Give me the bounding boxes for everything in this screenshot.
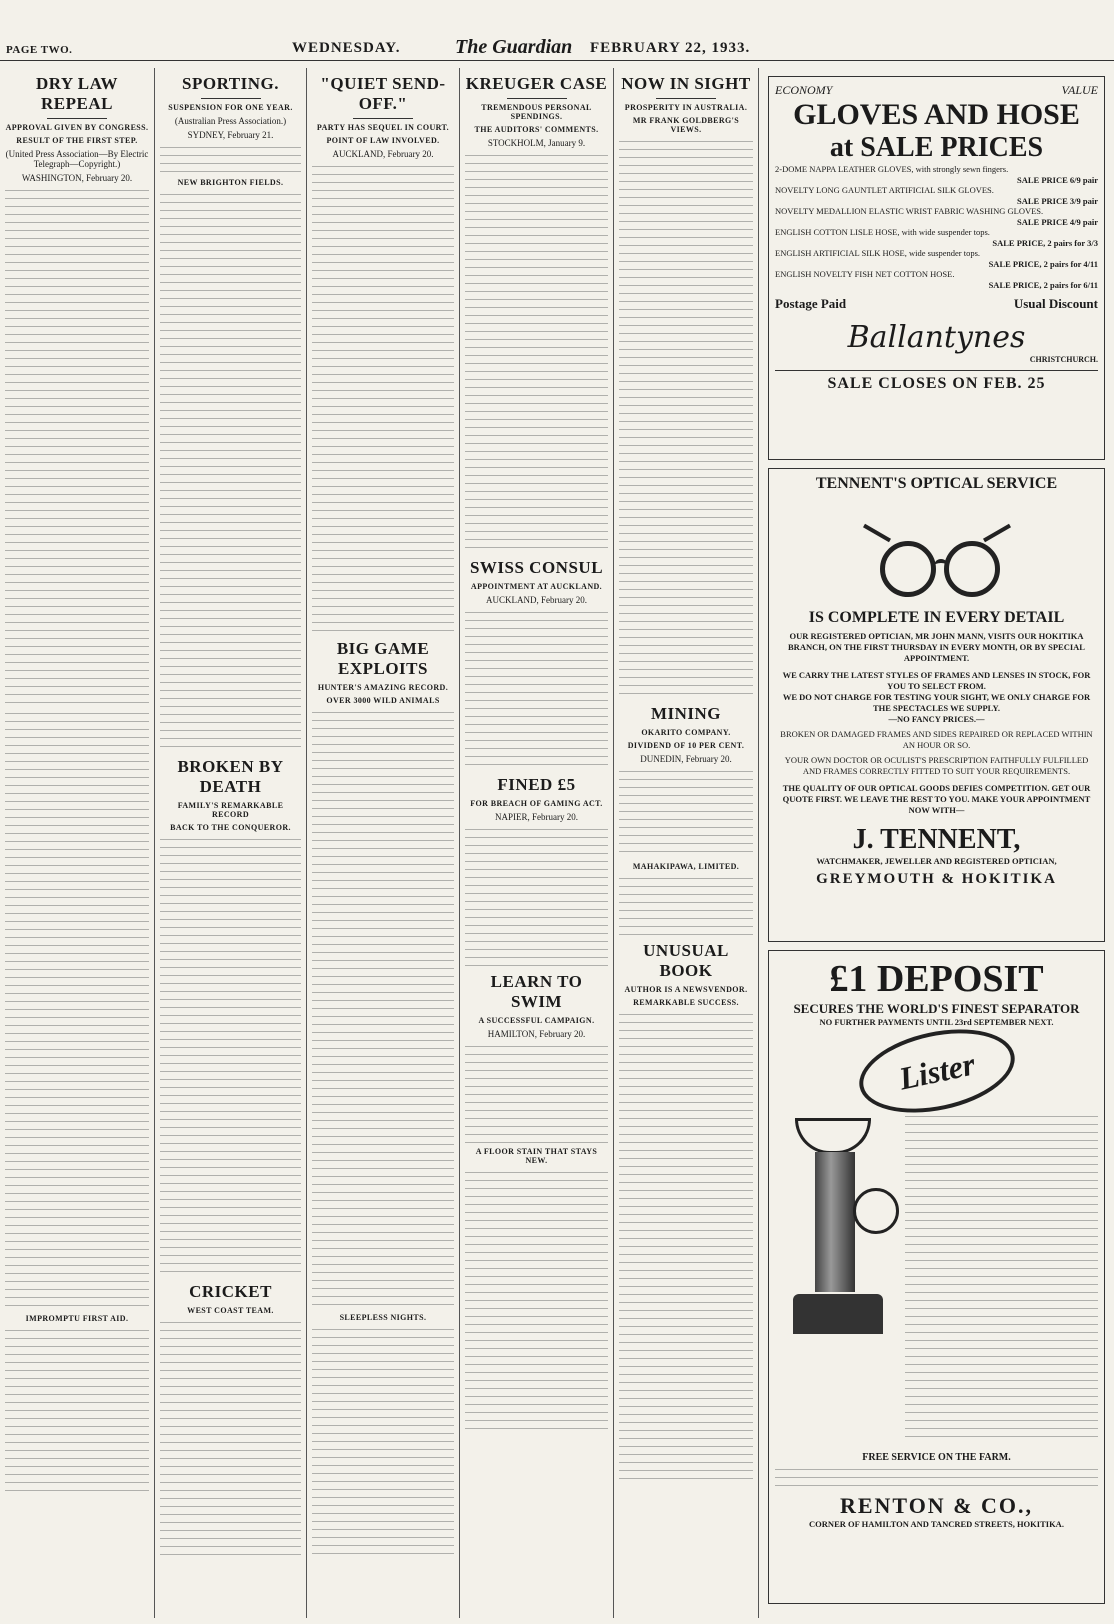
subhead: REMARKABLE SUCCESS. (633, 998, 739, 1007)
ad-lister-separator (768, 950, 1105, 1604)
dateline: HAMILTON, February 20. (487, 1029, 586, 1039)
ad-subhead: NO FURTHER PAYMENTS UNTIL 23rd SEPTEMBER NEXT. (819, 1017, 1054, 1027)
ad-title: TENNENT'S OPTICAL SERVICE (815, 475, 1058, 492)
ad-headline: IS COMPLETE IN EVERY DETAIL (808, 609, 1065, 626)
dateline: AUCKLAND, February 20. (332, 149, 434, 159)
divider (201, 98, 261, 99)
headline-broken-by-death: BROKEN BY DEATH (177, 757, 284, 796)
ad-item-price: SALE PRICE 4/9 pair (1017, 217, 1098, 227)
ad-firm: RENTON & CO., (839, 1493, 1034, 1518)
ad-item-price: SALE PRICE, 2 pairs for 6/11 (988, 280, 1098, 290)
spectacles-icon (862, 501, 1012, 601)
subhead: RESULT OF THE FIRST STEP. (16, 136, 138, 145)
subhead: MR FRANK GOLDBERG'S VIEWS. (632, 116, 740, 134)
subhead: PROSPERITY IN AUSTRALIA. (624, 103, 748, 112)
subhead: A SUCCESSFUL CAMPAIGN. (478, 1016, 595, 1025)
ad-subhead: SECURES THE WORLD'S FINEST SEPARATOR (793, 1001, 1080, 1016)
date: FEBRUARY 22, 1933. (590, 40, 751, 56)
body-text (160, 1319, 301, 1559)
column-2 (155, 68, 307, 1618)
subhead: OKARITO COMPANY. (641, 728, 731, 737)
ad-line: BROKEN OR DAMAGED FRAMES AND SIDES REPAIRED OR REPLACED WITHIN AN HOUR OR SO. (780, 729, 1093, 750)
body-text (619, 875, 753, 935)
headline-mining: MINING (650, 704, 722, 723)
body-text (619, 138, 753, 698)
subhead: POINT OF LAW INVOLVED. (326, 136, 440, 145)
ad-item: ENGLISH NOVELTY FISH NET COTTON HOSE. (775, 269, 955, 279)
ad-postage: Postage Paid (775, 296, 847, 311)
body-text (312, 709, 454, 1309)
headline-big-game-exploits: BIG GAME EXPLOITS (336, 639, 430, 678)
body-text (5, 187, 149, 707)
headline-kreuger-case: KREUGER CASE (465, 74, 608, 93)
column-3 (307, 68, 460, 1618)
body-text (160, 144, 301, 174)
ad-value: VALUE (1061, 83, 1098, 97)
divider (656, 98, 716, 99)
body-text (312, 1326, 454, 1556)
ad-item-price: SALE PRICE, 2 pairs for 4/11 (988, 259, 1098, 269)
subhead: DIVIDEND OF 10 PER CENT. (627, 741, 745, 750)
body-text (312, 163, 454, 633)
ad-item: 2-DOME NAPPA LEATHER GLOVES, with strongly sewn fingers. (775, 164, 1009, 174)
subhead: BACK TO THE CONQUEROR. (170, 823, 291, 832)
column-4 (460, 68, 614, 1618)
ad-item: NOVELTY MEDALLION ELASTIC WRIST FABRIC WASHING GLOVES. (775, 206, 1044, 216)
cream-separator-icon (785, 1118, 895, 1348)
subhead: FAMILY'S REMARKABLE RECORD (177, 801, 284, 819)
ad-address: CORNER OF HAMILTON AND TANCRED STREETS, HOKITIKA. (809, 1519, 1064, 1529)
divider (353, 118, 413, 119)
ad-body-text (905, 1113, 1098, 1443)
ad-closing: SALE CLOSES ON FEB. 25 (775, 370, 1098, 393)
ad-economy: ECONOMY (775, 83, 833, 97)
subhead: PARTY HAS SEQUEL IN COURT. (316, 123, 450, 132)
ad-line: THE QUALITY OF OUR OPTICAL GOODS DEFIES COMPETITION. GET OUR QUOTE FIRST. WE LEAVE THE REST TO YOU. MAKE YOUR APPOINTMENT NOW WITH— (782, 783, 1091, 815)
column-5 (614, 68, 759, 1618)
ad-tennent-optical (768, 468, 1105, 942)
ad-line: WE CARRY THE LATEST STYLES OF FRAMES AND LENSES IN STOCK, FOR YOU TO SELECT FROM. (782, 670, 1091, 691)
divider (507, 98, 567, 99)
body-text (465, 826, 608, 966)
headline-unusual-book: UNUSUAL BOOK (643, 941, 729, 980)
headline-dry-law-repeal: DRY LAW REPEAL (35, 74, 119, 113)
subhead: MAHAKIPAWA, LIMITED. (632, 862, 740, 871)
day: WEDNESDAY. (292, 40, 401, 56)
ad-item-price: SALE PRICE, 2 pairs for 3/3 (992, 238, 1098, 248)
body-text (465, 1169, 608, 1429)
ad-item-price: SALE PRICE 3/9 pair (1017, 196, 1098, 206)
headline-now-in-sight: NOW IN SIGHT (621, 74, 751, 93)
ad-item: ENGLISH COTTON LISLE HOSE, with wide suspender tops. (775, 227, 990, 237)
ad-gloves-and-hose (768, 76, 1105, 460)
adverts-column (759, 68, 1114, 1618)
subhead: IMPROMPTU FIRST AID. (25, 1314, 129, 1323)
ad-item: NOVELTY LONG GAUNTLET ARTIFICIAL SILK GLOVES. (775, 185, 994, 195)
subhead: OVER 3000 WILD ANIMALS (326, 696, 440, 705)
body-text (619, 768, 753, 858)
newspaper-title: The Guardian (455, 36, 573, 58)
dateline: SYDNEY, February 21. (187, 130, 274, 140)
body-text (465, 1043, 608, 1143)
ad-line: —NO FANCY PRICES.— (888, 714, 985, 724)
subhead: TREMENDOUS PERSONAL SPENDINGS. (481, 103, 592, 121)
body-text (160, 836, 301, 1276)
subhead: HUNTER'S AMAZING RECORD. (317, 683, 449, 692)
ad-title: GLOVES AND HOSE (793, 98, 1080, 131)
credit: (Australian Press Association.) (174, 116, 287, 126)
ad-towns: GREYMOUTH & HOKITIKA (816, 871, 1057, 887)
column-1 (0, 68, 155, 1618)
ballantynes-signature: Ballantynes (847, 320, 1026, 355)
subhead: NEW BRIGHTON FIELDS. (177, 178, 284, 187)
headline-swiss-consul: SWISS CONSUL (469, 558, 604, 577)
ad-city: CHRISTCHURCH. (1029, 355, 1098, 364)
dateline: DUNEDIN, February 20. (640, 754, 732, 764)
ad-line: WE DO NOT CHARGE FOR TESTING YOUR SIGHT, WE ONLY CHARGE FOR THE SPECTACLES WE SUPPLY. (782, 692, 1091, 713)
subhead: APPOINTMENT AT AUCKLAND. (470, 582, 603, 591)
dateline: WASHINGTON, February 20. (21, 173, 133, 183)
subhead: SUSPENSION FOR ONE YEAR. (168, 103, 293, 112)
headline-quiet-send-off: "QUIET SEND-OFF." (320, 74, 446, 113)
credit: (United Press Association—By Electric Telegraph—Copyright.) (5, 149, 149, 169)
subhead: AUTHOR IS A NEWSVENDOR. (624, 985, 748, 994)
body-text (465, 152, 608, 552)
body-text (5, 1327, 149, 1497)
ad-item: ENGLISH ARTIFICIAL SILK HOSE, wide suspender tops. (775, 248, 981, 258)
ad-body-text (775, 1466, 1098, 1490)
ad-headline: £1 DEPOSIT (829, 958, 1044, 1000)
dateline: NAPIER, February 20. (495, 812, 578, 822)
ad-discount: Usual Discount (1013, 296, 1098, 311)
body-text (160, 191, 301, 751)
ad-name: J. TENNENT, (852, 824, 1021, 855)
page-number: PAGE TWO. (6, 44, 73, 56)
subhead: SLEEPLESS NIGHTS. (339, 1313, 427, 1322)
body-text (465, 609, 608, 769)
ad-subtitle: at SALE PRICES (829, 132, 1044, 163)
headline-cricket: CRICKET (189, 1282, 272, 1301)
body-text (5, 710, 149, 1310)
ad-items (775, 164, 1098, 290)
dateline: AUCKLAND, February 20. (486, 595, 587, 605)
lister-logo: Lister (851, 1016, 1022, 1125)
masthead (0, 0, 1114, 61)
ad-trade: WATCHMAKER, JEWELLER AND REGISTERED OPTICIAN, (816, 856, 1057, 866)
headline-fined: FINED £5 (497, 775, 576, 794)
subhead: FOR BREACH OF GAMING ACT. (470, 799, 603, 808)
subhead: THE AUDITORS' COMMENTS. (474, 125, 599, 134)
subhead: WEST COAST TEAM. (187, 1306, 274, 1315)
ad-line: OUR REGISTERED OPTICIAN, MR JOHN MANN, VISITS OUR HOKITIKA BRANCH, ON THE FIRST THURSDAY IN EVERY MONTH, OR BY SPECIAL APPOINTMENT. (788, 631, 1085, 663)
subhead: A FLOOR STAIN THAT STAYS NEW. (475, 1147, 598, 1165)
ad-item-price: SALE PRICE 6/9 pair (1017, 175, 1098, 185)
divider (47, 118, 107, 119)
body-text (619, 1011, 753, 1481)
headline-sporting: SPORTING. (182, 74, 279, 93)
headline-learn-to-swim: LEARN TO SWIM (490, 972, 583, 1011)
ad-line: YOUR OWN DOCTOR OR OCULIST'S PRESCRIPTION FAITHFULLY FULFILLED AND FRAMES CORRECTLY FITTED TO SUIT YOUR REQUIREMENTS. (784, 755, 1089, 776)
dateline: STOCKHOLM, January 9. (487, 138, 586, 148)
subhead: APPROVAL GIVEN BY CONGRESS. (5, 123, 149, 132)
ad-free-service: FREE SERVICE ON THE FARM. (862, 1452, 1011, 1463)
